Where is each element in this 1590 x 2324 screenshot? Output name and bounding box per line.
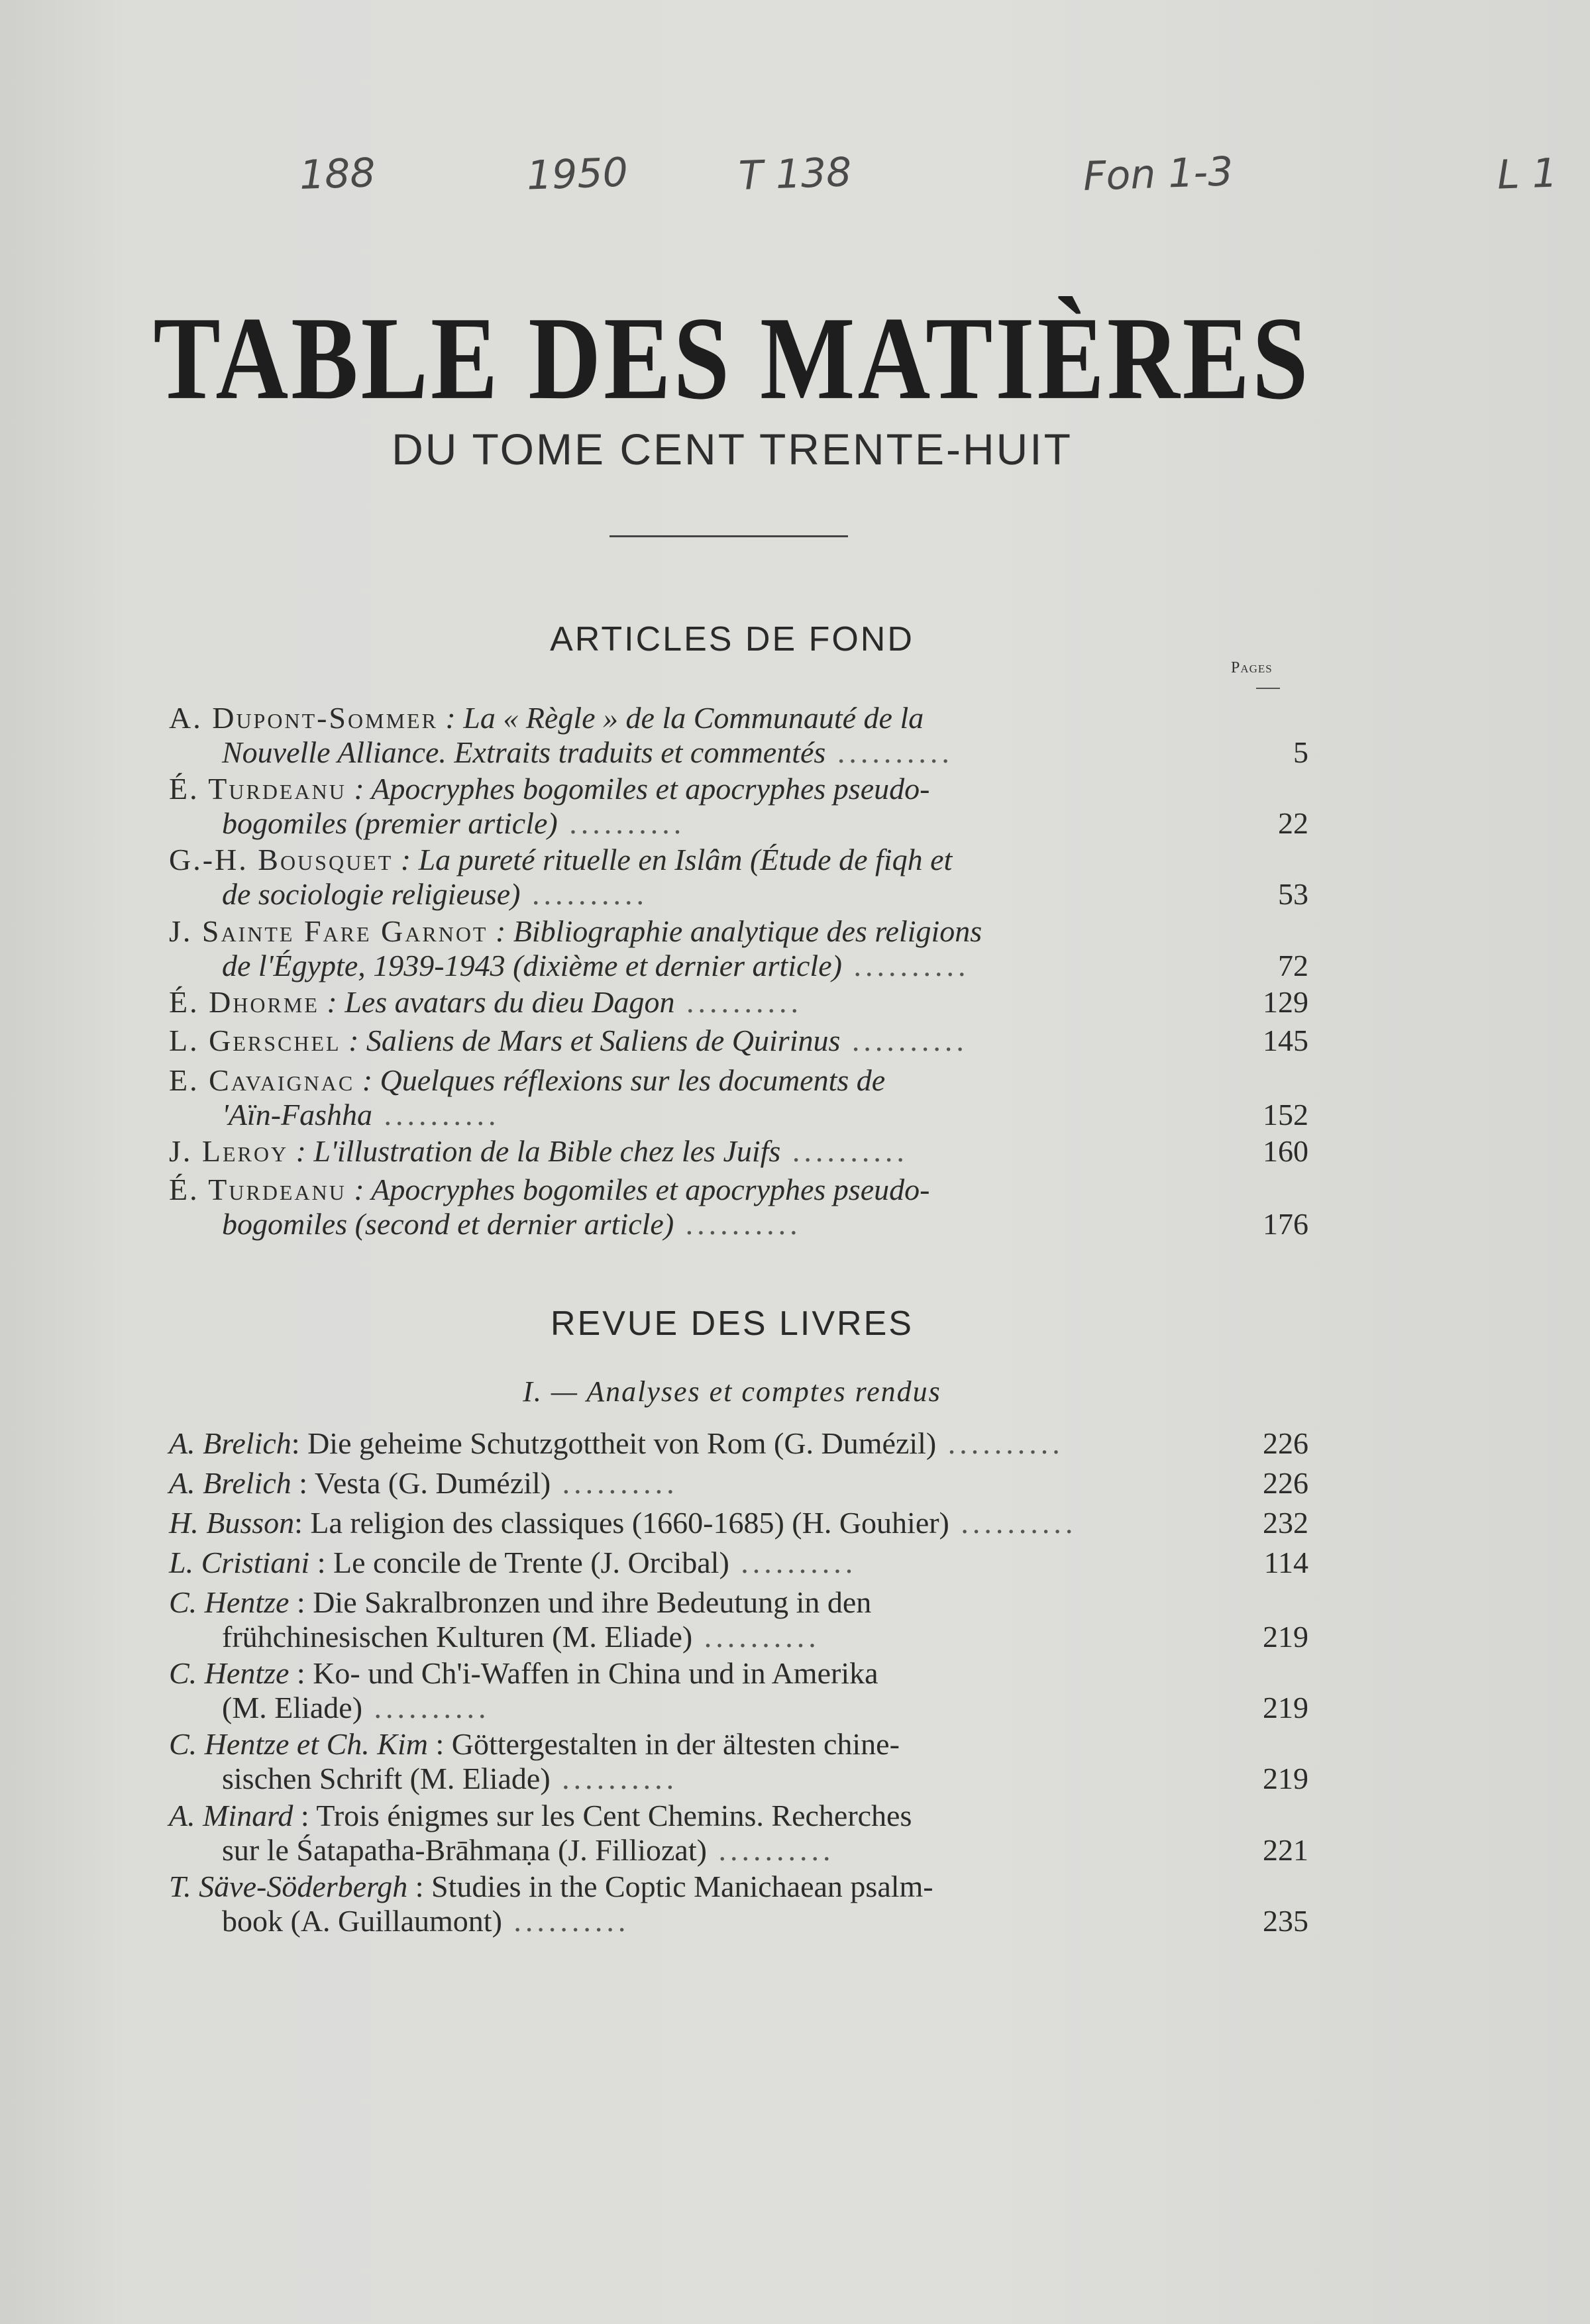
title-divider [610, 535, 848, 537]
toc-title: : Les avatars du dieu Dagon [319, 985, 675, 1019]
toc-title-continued: de sociologie religieuse) [222, 877, 521, 911]
toc-entry [169, 1466, 1308, 1501]
toc-entry [169, 1134, 1308, 1169]
leader-dots: .......... [550, 1762, 678, 1795]
toc-entry-line [169, 1506, 1308, 1540]
page-number: 226 [1263, 1466, 1308, 1500]
toc-entry [169, 1063, 1308, 1132]
toc-author: J. Leroy [169, 1134, 289, 1168]
page-number: 219 [1263, 1691, 1308, 1724]
toc-entry [169, 1727, 1308, 1796]
toc-title: : Die geheime Schutzgottheit von Rom (G. Dumézil) [291, 1426, 937, 1460]
toc-entry-line [169, 985, 1308, 1020]
page-number: 114 [1263, 1546, 1308, 1579]
page-number: 22 [1278, 806, 1308, 840]
page-title: TABLE DES MATIÈRES [153, 292, 1311, 424]
toc-entry [169, 1585, 1308, 1654]
toc-title: : Trois énigmes sur les Cent Chemins. Recherches [293, 1799, 912, 1832]
leader-dots: .......... [780, 1134, 908, 1168]
toc-title-continued: frühchinesischen Kulturen (M. Eliade) [222, 1620, 693, 1654]
toc-title-continued: (M. Eliade) [222, 1691, 363, 1724]
page-number: 145 [1263, 1024, 1308, 1057]
page-number: 5 [1293, 735, 1308, 769]
toc-entry-line [169, 1466, 1308, 1501]
toc-title-continued: de l'Égypte, 1939-1943 (dixième et dernier article) [222, 949, 842, 982]
handnote: L 1 [1496, 150, 1558, 199]
toc-entry-line [169, 1546, 1308, 1580]
toc-author: J. Sainte Fare Garnot [169, 914, 488, 948]
toc-entry [169, 1799, 1308, 1868]
toc-title: : Die Sakralbronzen und ihre Bedeutung in den [289, 1585, 872, 1619]
subsection-heading [0, 1375, 1464, 1408]
toc-title: : Vesta (G. Dumézil) [291, 1466, 551, 1500]
toc-entry-line [169, 1426, 1308, 1461]
toc-title: : Quelques réflexions sur les documents de [354, 1063, 886, 1097]
toc-author: É. Turdeanu [169, 772, 346, 806]
leader-dots: .......... [841, 949, 970, 982]
toc-entry-line [169, 877, 1308, 912]
leader-dots: .......... [692, 1620, 820, 1654]
page-number: 226 [1263, 1426, 1308, 1460]
toc-author: A. Dupont-Sommer [169, 701, 438, 735]
toc-title-continued: 'Aïn-Fashha [222, 1098, 373, 1132]
toc-author: G.-H. Bousquet [169, 843, 394, 876]
toc-entry-line [169, 1691, 1308, 1725]
toc-entry-line [169, 1173, 1308, 1207]
toc-author: C. Hentze [169, 1585, 290, 1619]
leader-dots: .......... [551, 1466, 678, 1500]
toc-entry [169, 701, 1308, 770]
page-number: 129 [1263, 985, 1308, 1019]
toc-entry-line [169, 806, 1308, 841]
page-subtitle: DU TOME CENT TRENTE-HUIT [392, 425, 1073, 474]
toc-author: É. Turdeanu [169, 1173, 346, 1206]
leader-dots: .......... [706, 1833, 835, 1867]
toc-title-continued: bogomiles (premier article) [222, 806, 558, 840]
toc-title-continued: bogomiles (second et dernier article) [222, 1207, 674, 1241]
toc-title: : La religion des classiques (1660-1685) (H. Gouhier) [294, 1506, 949, 1540]
toc-entry-line [169, 735, 1308, 770]
page-number: 72 [1278, 949, 1308, 982]
leader-dots: .......... [674, 985, 803, 1019]
toc-entry-line [169, 1620, 1308, 1654]
toc-title: : Apocryphes bogomiles et apocryphes pseudo- [346, 1173, 930, 1206]
toc-author: L. Gerschel [169, 1024, 341, 1057]
toc-entry-line [169, 1207, 1308, 1241]
toc-entry [169, 843, 1308, 912]
toc-entry [169, 914, 1308, 983]
toc-author: L. Cristiani [169, 1546, 310, 1579]
leader-dots: .......... [557, 806, 686, 840]
toc-title-continued: sur le Śatapatha-Brāhmaṇa (J. Filliozat) [222, 1833, 707, 1867]
toc-entry-line [169, 1762, 1308, 1796]
toc-entry-line [169, 843, 1308, 877]
leader-dots: .......... [674, 1207, 802, 1241]
page-number: 152 [1263, 1098, 1308, 1132]
toc-author: A. Brelich [169, 1426, 292, 1460]
toc-author: C. Hentze et Ch. Kim [169, 1727, 428, 1761]
toc-entry [169, 985, 1308, 1020]
handnote: 1950 [525, 149, 629, 199]
handnote: 188 [298, 150, 376, 199]
toc-title: : Saliens de Mars et Saliens de Quirinus [341, 1024, 841, 1057]
toc-entry-line [169, 701, 1308, 735]
toc-entry-line [169, 1727, 1308, 1762]
handnote: T 138 [737, 149, 853, 199]
section-heading-articles: ARTICLES DE FOND [550, 620, 914, 659]
page-number: 219 [1263, 1620, 1308, 1654]
toc-entry [169, 1426, 1308, 1461]
toc-author: A. Minard [169, 1799, 293, 1832]
toc-title-continued: Nouvelle Alliance. Extraits traduits et commentés [222, 735, 826, 769]
handnote: Fon 1-3 [1082, 148, 1234, 200]
toc-entry-line [169, 1098, 1308, 1132]
toc-entry-line [169, 914, 1308, 949]
toc-entry [169, 1173, 1308, 1241]
toc-author: E. Cavaignac [169, 1063, 355, 1097]
toc-entry [169, 1024, 1308, 1058]
leader-dots: .......... [520, 877, 648, 911]
toc-title: : La « Règle » de la Communauté de la [437, 701, 924, 735]
leader-dots: .......... [840, 1024, 968, 1057]
toc-author: H. Busson [169, 1506, 295, 1540]
page-number: 232 [1263, 1506, 1308, 1540]
toc-entry [169, 1656, 1308, 1725]
toc-title: : La pureté rituelle en Islâm (Étude de fiqh et [393, 843, 953, 876]
toc-entry-line [169, 1799, 1308, 1833]
toc-title: : Apocryphes bogomiles et apocryphes pseudo- [346, 772, 930, 806]
toc-entry [169, 1546, 1308, 1580]
toc-author: T. Säve-Söderbergh [169, 1870, 408, 1903]
toc-author: É. Dhorme [169, 985, 319, 1019]
leader-dots: .......... [502, 1904, 630, 1938]
toc-entry-line [169, 949, 1308, 983]
toc-entry-line [169, 1656, 1308, 1691]
toc-title: : Ko- und Ch'i-Waffen in China und in Amerika [289, 1656, 878, 1690]
toc-title: : Le concile de Trente (J. Orcibal) [309, 1546, 729, 1579]
leader-dots: .......... [936, 1426, 1064, 1460]
subsection-heading-text: I. — Analyses et comptes rendus [523, 1375, 941, 1408]
toc-title: : Bibliographie analytique des religions [488, 914, 982, 948]
toc-author: A. Brelich [169, 1466, 292, 1500]
section-heading-reviews: REVUE DES LIVRES [551, 1304, 914, 1343]
toc-entry [169, 772, 1308, 841]
toc-title: : L'illustration de la Bible chez les Juifs [288, 1134, 781, 1168]
page-number: 221 [1263, 1833, 1308, 1867]
handwritten-annotations [0, 148, 1590, 211]
toc-author: C. Hentze [169, 1656, 290, 1690]
toc-entry-line [169, 1063, 1308, 1098]
toc-title: : Studies in the Coptic Manichaean psalm- [407, 1870, 933, 1903]
toc-entry-line [169, 1024, 1308, 1058]
page-number: 235 [1263, 1904, 1308, 1938]
page-number: 160 [1263, 1134, 1308, 1168]
toc-entry-line [169, 1833, 1308, 1868]
page-number: 219 [1263, 1762, 1308, 1795]
leader-dots: .......... [825, 735, 953, 769]
toc-entry [169, 1506, 1308, 1540]
toc-entry-line [169, 1904, 1308, 1938]
pages-column-label: Pages [1231, 659, 1273, 676]
leader-dots: .......... [372, 1098, 500, 1132]
leader-dots: .......... [949, 1506, 1077, 1540]
pages-column-divider [1256, 688, 1280, 689]
toc-title-continued: book (A. Guillaumont) [222, 1904, 502, 1938]
toc-entry-line [169, 1870, 1308, 1904]
leader-dots: .......... [362, 1691, 490, 1724]
page-number: 176 [1263, 1207, 1308, 1241]
toc-entry-line [169, 1134, 1308, 1169]
toc-title: : Göttergestalten in der ältesten chine- [427, 1727, 900, 1761]
page-number: 53 [1278, 877, 1308, 911]
toc-title-continued: sischen Schrift (M. Eliade) [222, 1762, 551, 1795]
toc-entry-line [169, 772, 1308, 806]
toc-entry-line [169, 1585, 1308, 1620]
toc-entry [169, 1870, 1308, 1938]
leader-dots: .......... [729, 1546, 857, 1579]
